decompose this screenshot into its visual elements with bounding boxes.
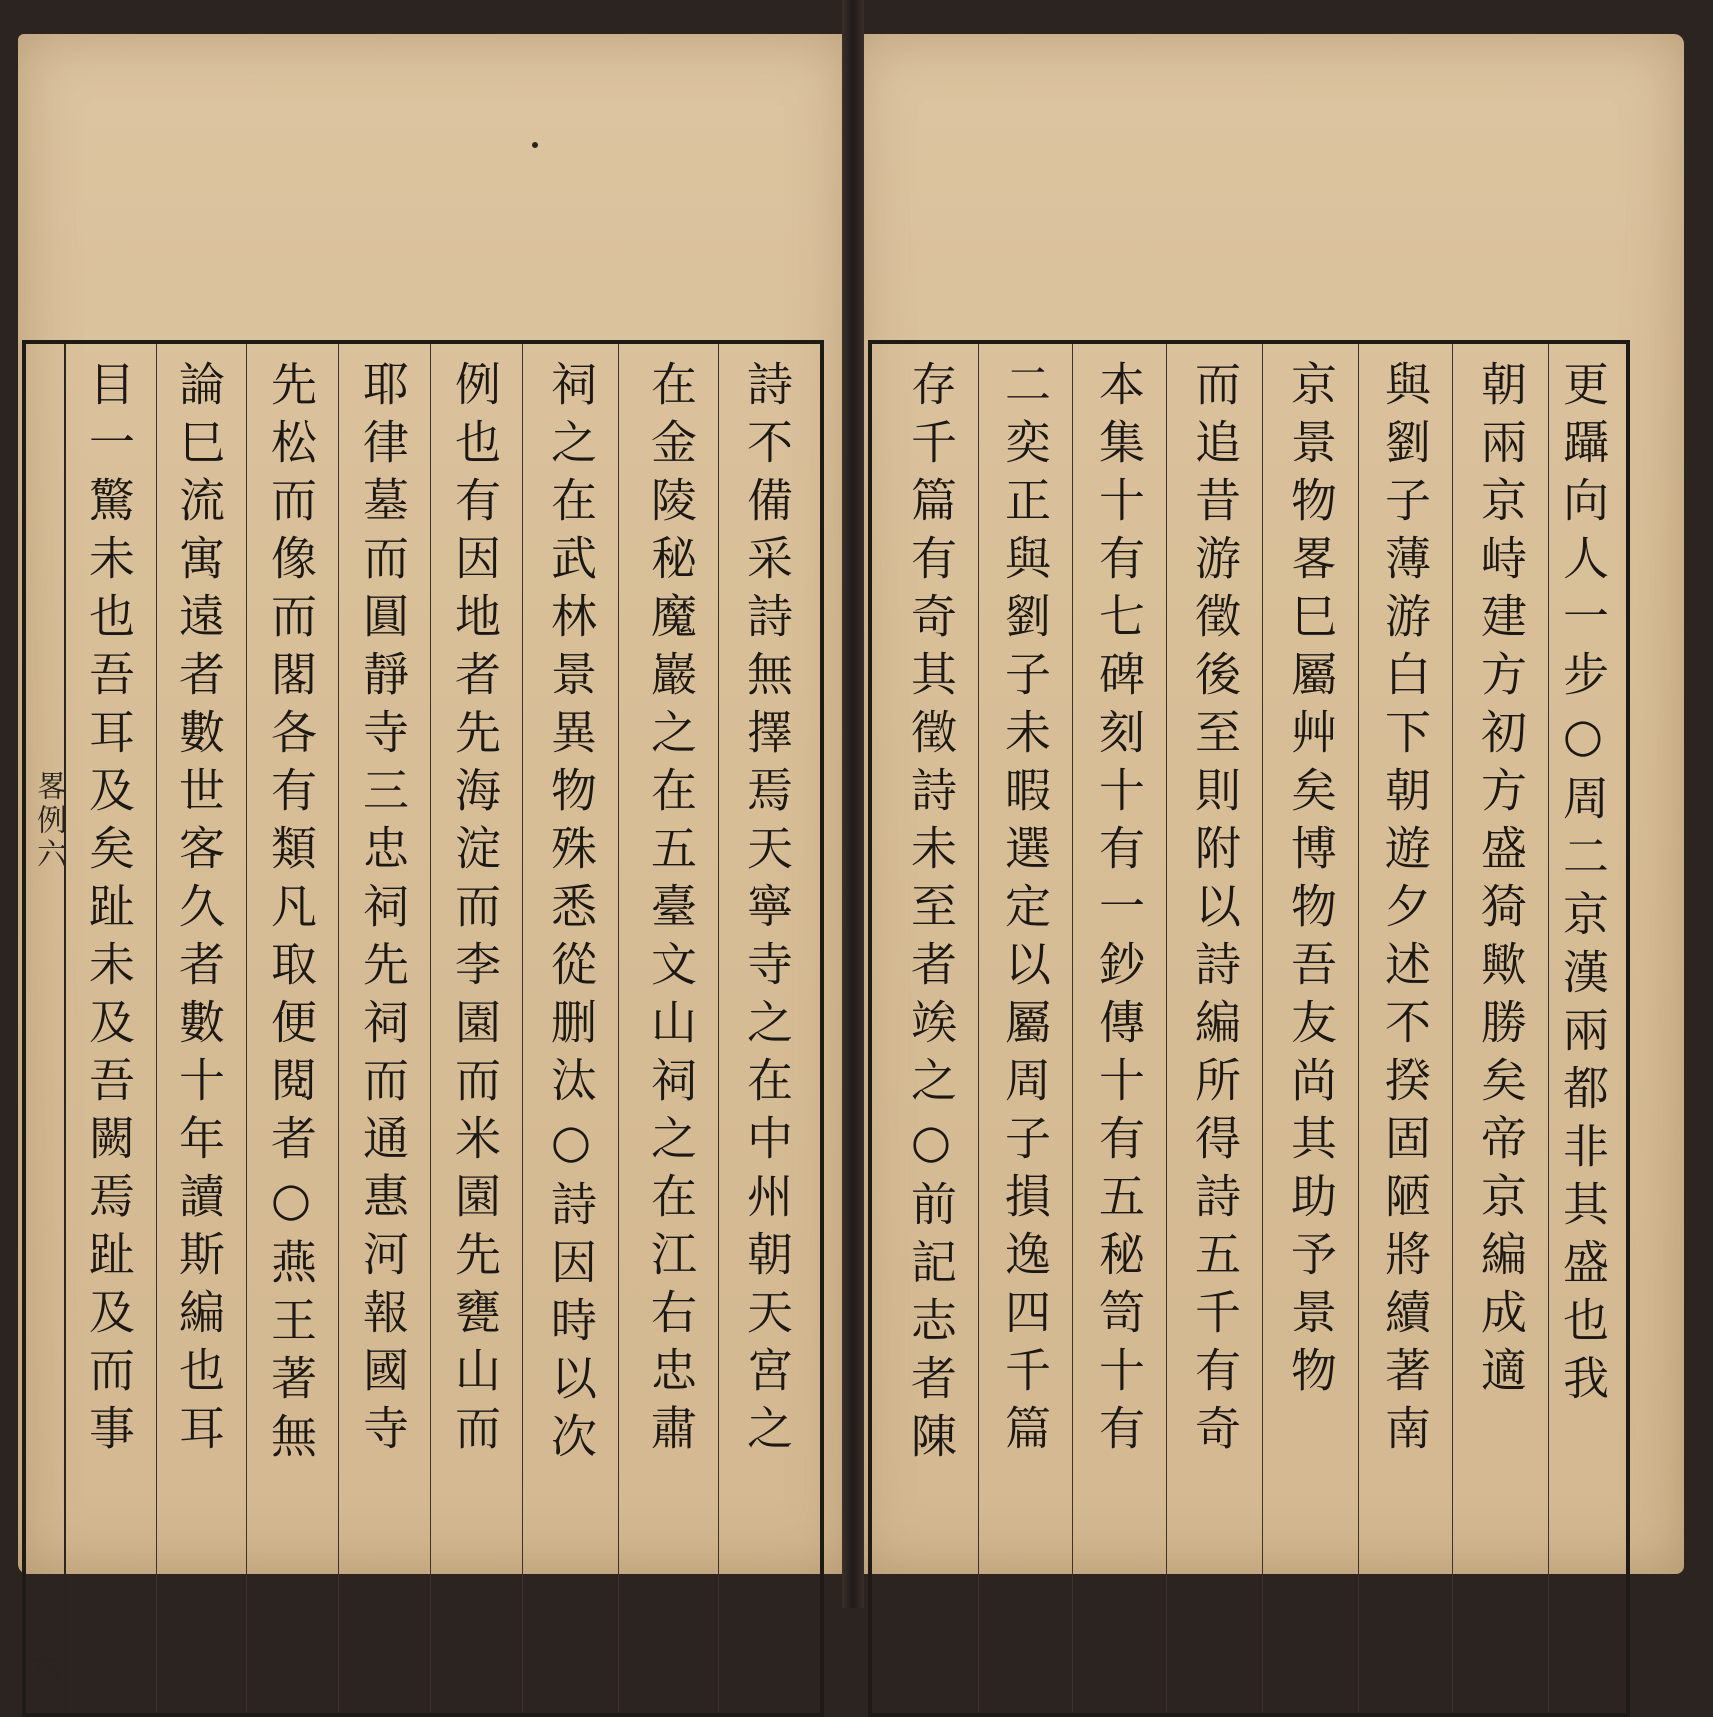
page-number: 六: [28, 1648, 62, 1688]
right-column-4: 京景物畧巳屬艸矣博物吾友尚其助予景物: [1262, 344, 1358, 1712]
left-column-5: 耶律墓而圓靜寺三忠祠先祠而通惠河報國寺: [338, 344, 430, 1712]
left-column-7: 論巳流寓遠者數世客久者數十年讀斯編也耳: [156, 344, 246, 1712]
chapter-margin-label: 畧例六: [31, 770, 66, 872]
book-gutter: [842, 0, 864, 1608]
right-column-2: 朝兩京峙建方初方盛猗歟勝矣帝京編成適: [1452, 344, 1548, 1712]
left-column-1: 詩不備采詩無擇焉天寧寺之在中州朝天宮之: [718, 344, 814, 1712]
left-column-6: 先松而像而閣各有類凡取便閱者○燕王著無: [246, 344, 338, 1712]
right-column-6: 本集十有七碑刻十有一鈔傳十有五秘笥十有: [1072, 344, 1166, 1712]
left-column-4: 例也有因地者先海淀而李園而米園先甕山而: [430, 344, 522, 1712]
right-column-7: 二奕正與劉子未暇選定以屬周子損逸四千篇: [978, 344, 1072, 1712]
right-column-3: 與劉子薄游白下朝遊夕述不揆固陋將續著南: [1358, 344, 1452, 1712]
left-column-8: 目一驚未也吾耳及矣趾未及吾闕焉趾及而事: [82, 360, 136, 1462]
right-column-5: 而追昔游徵後至則附以詩編所得詩五千有奇: [1166, 344, 1262, 1712]
left-column-3: 祠之在武林景異物殊悉從删汰○詩因時以次: [522, 344, 618, 1712]
right-column-8: 存千篇有奇其徵詩未至者竢之○前記志者陳: [904, 360, 958, 1470]
right-column-1: 更躡向人一步○周二京漢兩都非其盛也我: [1548, 344, 1630, 1712]
left-column-2: 在金陵秘魔巖之在五臺文山祠之在江右忠肅: [618, 344, 718, 1712]
left-margin-rule: [64, 344, 66, 1712]
paper-blemish: [532, 142, 538, 148]
